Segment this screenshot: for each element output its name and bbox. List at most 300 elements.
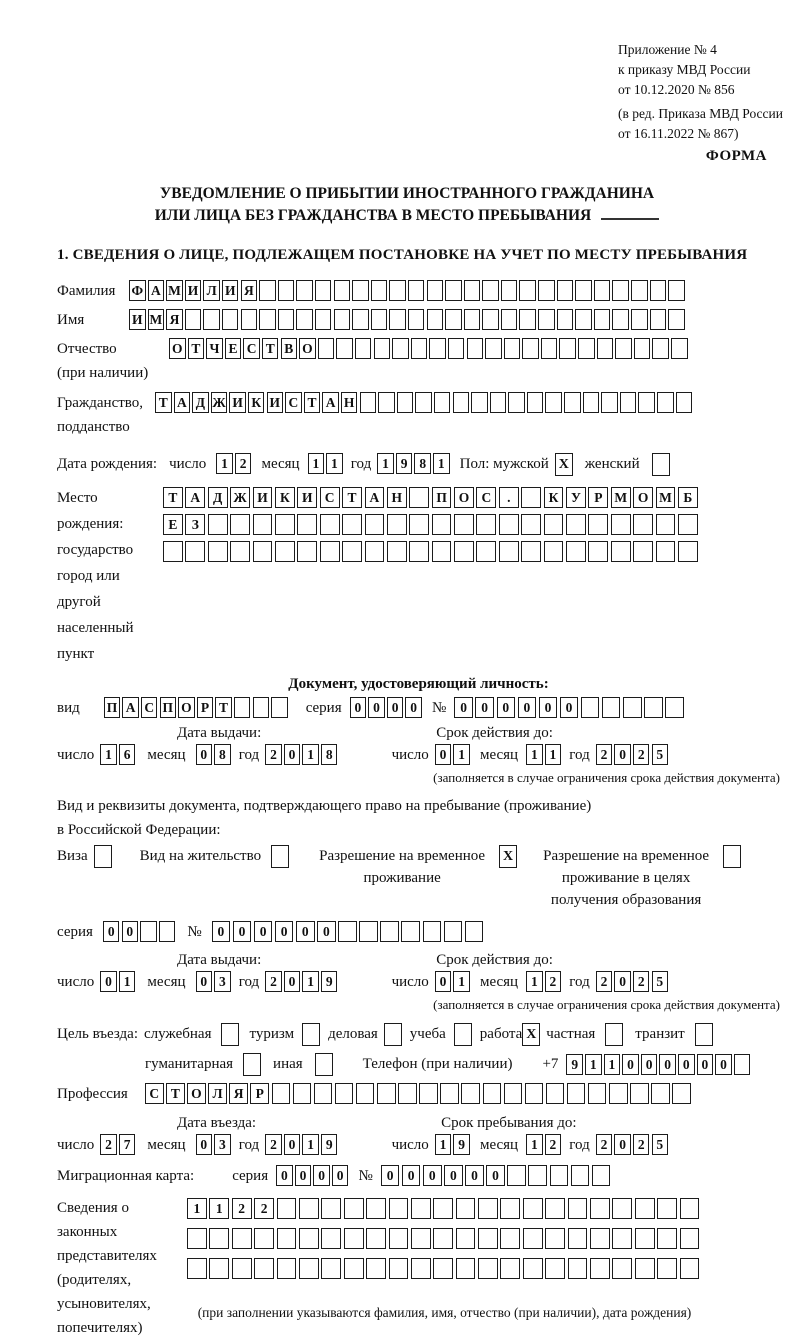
char-cell[interactable] [296,309,313,330]
char-cell[interactable]: М [166,280,183,301]
char-cell[interactable] [253,697,270,718]
char-cell[interactable]: 2 [265,744,282,765]
char-cell[interactable] [590,1258,610,1279]
char-cell[interactable]: 8 [414,453,431,474]
char-cell[interactable] [432,541,452,562]
char-cell[interactable] [635,1258,655,1279]
char-cell[interactable]: 1 [453,744,470,765]
char-cell[interactable] [678,541,698,562]
char-cell[interactable]: 0 [405,697,422,718]
char-cell[interactable] [366,1198,386,1219]
char-cell[interactable]: К [248,392,265,413]
char-cell[interactable]: Ж [211,392,228,413]
char-cell[interactable] [253,541,273,562]
char-cell[interactable] [411,338,428,359]
char-cell[interactable]: Д [208,487,228,508]
char-cell[interactable]: 0 [196,1134,213,1155]
checkbox-cell[interactable] [315,1053,333,1076]
char-cell[interactable] [254,1228,274,1249]
char-cell[interactable] [163,541,183,562]
char-cell[interactable] [478,1198,498,1219]
char-cell[interactable] [609,1083,628,1104]
char-cell[interactable] [159,921,176,942]
char-cell[interactable] [615,338,632,359]
char-cell[interactable]: 0 [622,1054,639,1075]
char-cell[interactable] [612,1258,632,1279]
char-cell[interactable]: А [122,697,139,718]
char-cell[interactable]: 2 [596,744,613,765]
char-cell[interactable] [387,514,407,535]
char-cell[interactable]: Т [342,487,362,508]
char-cell[interactable] [588,514,608,535]
char-cell[interactable]: 1 [526,744,543,765]
char-cell[interactable] [277,1198,297,1219]
char-cell[interactable]: Л [203,280,220,301]
char-cell[interactable]: В [281,338,298,359]
char-cell[interactable] [342,514,362,535]
char-cell[interactable] [440,1083,459,1104]
char-cell[interactable] [665,697,684,718]
char-cell[interactable] [482,280,499,301]
char-cell[interactable] [336,338,353,359]
char-cell[interactable] [482,309,499,330]
char-cell[interactable] [566,541,586,562]
char-cell[interactable] [485,338,502,359]
char-cell[interactable] [366,1228,386,1249]
char-cell[interactable] [611,514,631,535]
char-cell[interactable] [523,1258,543,1279]
char-cell[interactable] [631,309,648,330]
char-cell[interactable] [602,697,621,718]
char-cell[interactable]: Р [588,487,608,508]
char-cell[interactable] [594,280,611,301]
char-cell[interactable]: Я [166,309,183,330]
char-cell[interactable] [612,309,629,330]
char-cell[interactable]: И [185,280,202,301]
char-cell[interactable]: 0 [435,971,452,992]
char-cell[interactable] [567,1083,586,1104]
char-cell[interactable]: О [169,338,186,359]
checkbox-cell[interactable]: X [499,845,517,868]
char-cell[interactable]: 0 [475,697,494,718]
char-cell[interactable] [434,392,451,413]
char-cell[interactable]: 0 [350,697,367,718]
char-cell[interactable] [408,309,425,330]
char-cell[interactable]: 5 [652,971,669,992]
char-cell[interactable]: 0 [402,1165,421,1186]
char-cell[interactable]: Ф [129,280,146,301]
char-cell[interactable] [657,1228,677,1249]
char-cell[interactable]: И [297,487,317,508]
char-cell[interactable]: А [322,392,339,413]
checkbox-cell[interactable] [723,845,741,868]
char-cell[interactable] [483,1083,502,1104]
char-cell[interactable] [680,1228,700,1249]
char-cell[interactable]: 1 [308,453,325,474]
char-cell[interactable]: И [222,280,239,301]
char-cell[interactable] [590,1228,610,1249]
checkbox-cell[interactable] [605,1023,623,1046]
char-cell[interactable] [408,280,425,301]
char-cell[interactable] [334,309,351,330]
char-cell[interactable] [209,1228,229,1249]
char-cell[interactable]: 9 [321,1134,338,1155]
char-cell[interactable]: Т [304,392,321,413]
char-cell[interactable] [680,1258,700,1279]
char-cell[interactable] [259,309,276,330]
char-cell[interactable] [277,1258,297,1279]
checkbox-cell[interactable]: X [522,1023,540,1046]
char-cell[interactable]: 0 [697,1054,714,1075]
char-cell[interactable] [656,541,676,562]
char-cell[interactable]: 2 [265,1134,282,1155]
char-cell[interactable] [355,338,372,359]
char-cell[interactable]: 0 [454,697,473,718]
char-cell[interactable]: 0 [196,971,213,992]
char-cell[interactable]: П [432,487,452,508]
char-cell[interactable] [401,921,420,942]
char-cell[interactable] [634,338,651,359]
char-cell[interactable] [478,1228,498,1249]
char-cell[interactable]: 0 [284,1134,301,1155]
char-cell[interactable] [680,1198,700,1219]
char-cell[interactable] [522,338,539,359]
char-cell[interactable] [519,309,536,330]
char-cell[interactable]: 0 [497,697,516,718]
char-cell[interactable]: 0 [423,1165,442,1186]
char-cell[interactable] [461,1083,480,1104]
char-cell[interactable] [583,392,600,413]
char-cell[interactable]: 5 [652,744,669,765]
char-cell[interactable] [454,541,474,562]
char-cell[interactable]: 1 [302,1134,319,1155]
char-cell[interactable] [253,514,273,535]
char-cell[interactable] [409,541,429,562]
char-cell[interactable] [668,280,685,301]
char-cell[interactable]: З [185,514,205,535]
char-cell[interactable] [387,541,407,562]
char-cell[interactable]: 9 [566,1054,583,1075]
char-cell[interactable]: С [243,338,260,359]
char-cell[interactable] [433,1258,453,1279]
char-cell[interactable]: К [275,487,295,508]
char-cell[interactable]: 0 [284,744,301,765]
char-cell[interactable] [321,1258,341,1279]
char-cell[interactable]: Е [163,514,183,535]
char-cell[interactable]: 0 [641,1054,658,1075]
checkbox-cell[interactable] [221,1023,239,1046]
char-cell[interactable] [203,309,220,330]
char-cell[interactable]: Ч [206,338,223,359]
char-cell[interactable] [476,541,496,562]
char-cell[interactable]: Д [192,392,209,413]
char-cell[interactable] [208,541,228,562]
char-cell[interactable]: О [454,487,474,508]
char-cell[interactable] [612,1228,632,1249]
char-cell[interactable]: . [499,487,519,508]
char-cell[interactable] [140,921,157,942]
checkbox-cell[interactable] [94,845,112,868]
char-cell[interactable] [575,280,592,301]
char-cell[interactable]: 1 [119,971,136,992]
checkbox-cell[interactable] [384,1023,402,1046]
char-cell[interactable] [448,338,465,359]
char-cell[interactable] [293,1083,312,1104]
char-cell[interactable]: 0 [276,1165,293,1186]
char-cell[interactable]: О [299,338,316,359]
char-cell[interactable]: 1 [433,453,450,474]
char-cell[interactable]: 2 [232,1198,252,1219]
char-cell[interactable] [623,697,642,718]
char-cell[interactable]: И [129,309,146,330]
char-cell[interactable] [566,514,586,535]
char-cell[interactable]: 2 [633,971,650,992]
char-cell[interactable] [500,1198,520,1219]
char-cell[interactable]: 0 [368,697,385,718]
char-cell[interactable]: Я [241,280,258,301]
char-cell[interactable] [501,309,518,330]
char-cell[interactable] [478,1258,498,1279]
char-cell[interactable] [564,392,581,413]
char-cell[interactable] [630,1083,649,1104]
char-cell[interactable] [465,921,484,942]
char-cell[interactable] [671,338,688,359]
char-cell[interactable] [734,1054,751,1075]
char-cell[interactable]: Н [341,392,358,413]
char-cell[interactable] [365,541,385,562]
char-cell[interactable] [241,309,258,330]
char-cell[interactable]: 0 [284,971,301,992]
char-cell[interactable] [377,1083,396,1104]
char-cell[interactable]: 6 [119,744,136,765]
char-cell[interactable]: 1 [585,1054,602,1075]
char-cell[interactable]: 0 [486,1165,505,1186]
checkbox-cell[interactable] [695,1023,713,1046]
char-cell[interactable] [342,541,362,562]
char-cell[interactable]: Т [155,392,172,413]
char-cell[interactable] [344,1198,364,1219]
char-cell[interactable]: 0 [254,921,273,942]
char-cell[interactable] [633,541,653,562]
char-cell[interactable] [352,280,369,301]
char-cell[interactable]: 0 [196,744,213,765]
char-cell[interactable] [278,280,295,301]
char-cell[interactable]: И [229,392,246,413]
char-cell[interactable] [456,1228,476,1249]
char-cell[interactable] [445,309,462,330]
char-cell[interactable] [338,921,357,942]
char-cell[interactable] [397,392,414,413]
char-cell[interactable] [545,1258,565,1279]
char-cell[interactable] [209,1258,229,1279]
char-cell[interactable]: Т [166,1083,185,1104]
char-cell[interactable]: 8 [214,744,231,765]
char-cell[interactable]: 0 [659,1054,676,1075]
char-cell[interactable]: Т [215,697,232,718]
char-cell[interactable]: П [104,697,121,718]
char-cell[interactable]: П [160,697,177,718]
char-cell[interactable] [545,1228,565,1249]
char-cell[interactable]: 0 [560,697,579,718]
char-cell[interactable] [557,309,574,330]
char-cell[interactable] [208,514,228,535]
char-cell[interactable]: 0 [444,1165,463,1186]
char-cell[interactable] [423,921,442,942]
char-cell[interactable]: 0 [387,697,404,718]
char-cell[interactable] [271,697,288,718]
char-cell[interactable]: 1 [216,453,233,474]
char-cell[interactable]: О [633,487,653,508]
char-cell[interactable]: 0 [103,921,120,942]
char-cell[interactable] [500,1258,520,1279]
char-cell[interactable] [378,392,395,413]
char-cell[interactable] [296,280,313,301]
char-cell[interactable] [501,280,518,301]
char-cell[interactable]: 0 [614,744,631,765]
char-cell[interactable]: 1 [526,971,543,992]
char-cell[interactable]: 9 [321,971,338,992]
char-cell[interactable] [550,1165,569,1186]
char-cell[interactable]: 9 [453,1134,470,1155]
char-cell[interactable]: М [656,487,676,508]
char-cell[interactable] [389,1198,409,1219]
char-cell[interactable]: А [185,487,205,508]
char-cell[interactable] [546,1083,565,1104]
checkbox-cell[interactable]: X [555,453,573,476]
char-cell[interactable] [611,541,631,562]
char-cell[interactable] [521,514,541,535]
char-cell[interactable]: Т [188,338,205,359]
char-cell[interactable] [315,309,332,330]
char-cell[interactable] [504,338,521,359]
char-cell[interactable] [499,514,519,535]
char-cell[interactable] [633,514,653,535]
char-cell[interactable] [297,514,317,535]
char-cell[interactable]: 0 [295,1165,312,1186]
char-cell[interactable] [352,309,369,330]
char-cell[interactable]: 9 [396,453,413,474]
char-cell[interactable] [411,1198,431,1219]
char-cell[interactable] [234,697,251,718]
char-cell[interactable]: У [566,487,586,508]
char-cell[interactable] [601,392,618,413]
char-cell[interactable] [315,280,332,301]
char-cell[interactable]: 2 [265,971,282,992]
char-cell[interactable]: 0 [465,1165,484,1186]
char-cell[interactable] [652,338,669,359]
char-cell[interactable] [272,1083,291,1104]
char-cell[interactable]: О [187,1083,206,1104]
checkbox-cell[interactable] [271,845,289,868]
char-cell[interactable] [635,1228,655,1249]
char-cell[interactable] [334,280,351,301]
char-cell[interactable] [320,541,340,562]
char-cell[interactable] [320,514,340,535]
char-cell[interactable] [344,1228,364,1249]
char-cell[interactable]: С [320,487,340,508]
char-cell[interactable]: 1 [526,1134,543,1155]
char-cell[interactable]: 5 [652,1134,669,1155]
char-cell[interactable]: 8 [321,744,338,765]
char-cell[interactable] [528,1165,547,1186]
char-cell[interactable] [277,1228,297,1249]
char-cell[interactable] [299,1198,319,1219]
char-cell[interactable]: И [253,487,273,508]
char-cell[interactable] [508,392,525,413]
char-cell[interactable]: 0 [614,1134,631,1155]
char-cell[interactable]: 0 [678,1054,695,1075]
char-cell[interactable] [389,309,406,330]
char-cell[interactable]: А [365,487,385,508]
char-cell[interactable] [467,338,484,359]
char-cell[interactable] [545,392,562,413]
char-cell[interactable] [590,1198,610,1219]
char-cell[interactable] [672,1083,691,1104]
char-cell[interactable] [453,392,470,413]
char-cell[interactable]: 1 [453,971,470,992]
char-cell[interactable] [187,1258,207,1279]
char-cell[interactable] [254,1258,274,1279]
checkbox-cell[interactable] [454,1023,472,1046]
char-cell[interactable] [635,1198,655,1219]
char-cell[interactable] [525,1083,544,1104]
char-cell[interactable] [389,1228,409,1249]
char-cell[interactable] [427,309,444,330]
char-cell[interactable] [651,1083,670,1104]
char-cell[interactable]: 0 [332,1165,349,1186]
char-cell[interactable] [456,1198,476,1219]
char-cell[interactable] [575,309,592,330]
char-cell[interactable]: А [174,392,191,413]
char-cell[interactable]: М [611,487,631,508]
char-cell[interactable] [222,309,239,330]
char-cell[interactable] [568,1198,588,1219]
char-cell[interactable] [415,392,432,413]
char-cell[interactable]: 1 [545,744,562,765]
char-cell[interactable] [650,309,667,330]
char-cell[interactable] [392,338,409,359]
char-cell[interactable] [464,280,481,301]
char-cell[interactable]: С [141,697,158,718]
char-cell[interactable]: 1 [302,971,319,992]
char-cell[interactable]: 1 [604,1054,621,1075]
checkbox-cell[interactable] [243,1053,261,1076]
char-cell[interactable]: С [285,392,302,413]
char-cell[interactable]: С [145,1083,164,1104]
char-cell[interactable]: 2 [596,971,613,992]
char-cell[interactable]: 1 [377,453,394,474]
char-cell[interactable] [638,392,655,413]
char-cell[interactable]: 1 [326,453,343,474]
char-cell[interactable] [380,921,399,942]
char-cell[interactable] [668,309,685,330]
char-cell[interactable] [344,1258,364,1279]
char-cell[interactable]: Т [262,338,279,359]
char-cell[interactable] [499,541,519,562]
char-cell[interactable] [476,514,496,535]
char-cell[interactable] [538,280,555,301]
char-cell[interactable] [568,1228,588,1249]
char-cell[interactable] [521,487,541,508]
char-cell[interactable]: 0 [614,971,631,992]
char-cell[interactable] [230,514,250,535]
char-cell[interactable] [519,280,536,301]
char-cell[interactable] [360,392,377,413]
char-cell[interactable]: Е [225,338,242,359]
char-cell[interactable] [464,309,481,330]
char-cell[interactable] [588,541,608,562]
char-cell[interactable]: 0 [122,921,139,942]
